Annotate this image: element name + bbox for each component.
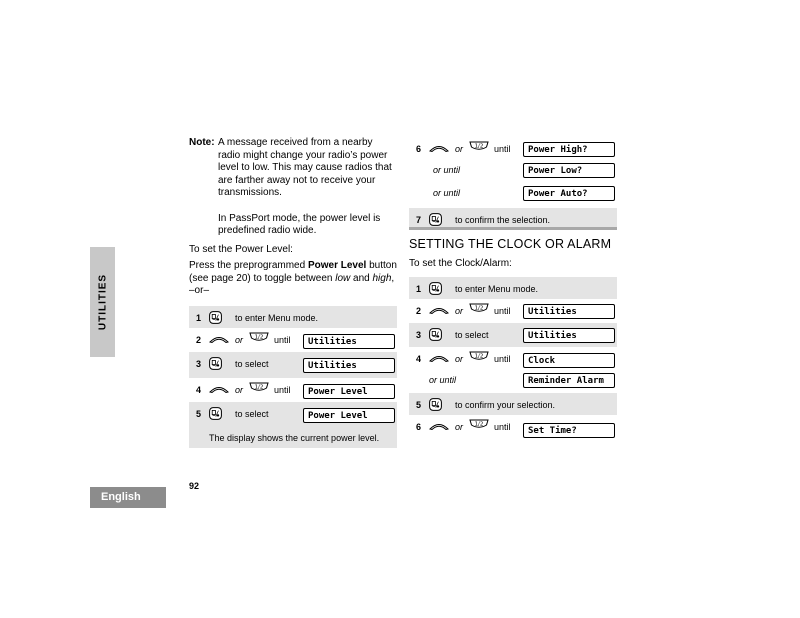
lcd-display: Power High? bbox=[523, 142, 615, 157]
lcd-display: Power Auto? bbox=[523, 186, 615, 201]
up-scroll-key-icon bbox=[209, 383, 229, 394]
clock-intro: To set the Clock/Alarm: bbox=[409, 258, 512, 269]
list-item: 2 or until Utilities bbox=[189, 328, 397, 352]
lcd-display: Set Time? bbox=[523, 423, 615, 438]
down-scroll-key-icon bbox=[469, 351, 489, 361]
page-number: 92 bbox=[189, 481, 200, 491]
menu-select-button-icon bbox=[209, 311, 222, 324]
list-item: 6 or until Set Time? bbox=[409, 415, 617, 441]
clock-steps bbox=[409, 277, 617, 441]
lcd-display: Clock bbox=[523, 353, 615, 368]
list-item: 1 to enter Menu mode. bbox=[409, 277, 617, 299]
list-item: or until Reminder Alarm bbox=[409, 370, 617, 391]
down-scroll-key-icon bbox=[469, 141, 489, 151]
menu-select-button-icon bbox=[209, 407, 222, 420]
list-item: 3 to select Utilities bbox=[409, 323, 617, 347]
lcd-display: Power Low? bbox=[523, 163, 615, 178]
up-scroll-key-icon bbox=[429, 142, 449, 153]
menu-select-button-icon bbox=[429, 282, 442, 295]
list-item: 7 to confirm the selection. bbox=[409, 208, 617, 230]
list-item: 3 to select Utilities bbox=[189, 352, 397, 378]
list-item: 2 or until Utilities bbox=[409, 299, 617, 323]
list-item: or until Power Low? bbox=[409, 160, 617, 183]
list-item: or until Power Auto? bbox=[409, 183, 617, 206]
note-label: Note: bbox=[189, 137, 215, 148]
up-scroll-key-icon bbox=[429, 352, 449, 363]
lcd-display: Power Level bbox=[303, 408, 395, 423]
note-paragraph-2: In PassPort mode, the power level is predefined radio wide. bbox=[218, 212, 381, 236]
lcd-display: Utilities bbox=[523, 328, 615, 343]
lcd-display: Power Level bbox=[303, 384, 395, 399]
menu-select-button-icon bbox=[209, 357, 222, 370]
down-scroll-key-icon bbox=[249, 332, 269, 342]
up-scroll-key-icon bbox=[209, 333, 229, 344]
down-scroll-key-icon bbox=[469, 303, 489, 313]
power-steps bbox=[189, 306, 397, 448]
list-item: 1 to enter Menu mode. bbox=[189, 306, 397, 328]
up-scroll-key-icon bbox=[429, 304, 449, 315]
section-heading: SETTING THE CLOCK OR ALARM bbox=[409, 237, 612, 251]
list-item: 5 to confirm your selection. bbox=[409, 393, 617, 415]
note-paragraph-1: A message received from a nearby radio might change your radio’s power level to low. This may cause radios that are farther away not to receive your transmissions. bbox=[218, 137, 392, 198]
lcd-display: Utilities bbox=[523, 304, 615, 319]
lcd-display: Utilities bbox=[303, 334, 395, 349]
language-label: English bbox=[90, 487, 166, 508]
down-scroll-key-icon bbox=[249, 382, 269, 392]
menu-select-button-icon bbox=[429, 398, 442, 411]
power-press-instructions: Press the preprogrammed Power Level button (see page 20) to toggle between low and high, –or– bbox=[189, 260, 397, 296]
lcd-display: Utilities bbox=[303, 358, 395, 373]
list-item: 5 to select Power Level The display shows the current power level. bbox=[189, 402, 397, 448]
list-item: 6 or until Power High? bbox=[409, 137, 617, 160]
menu-select-button-icon bbox=[429, 213, 442, 226]
list-item: 4 or until Power Level bbox=[189, 378, 397, 402]
step-note: The display shows the current power level. bbox=[209, 433, 380, 443]
up-scroll-key-icon bbox=[429, 420, 449, 431]
list-item: 4 or until Clock bbox=[409, 347, 617, 370]
down-scroll-key-icon bbox=[469, 419, 489, 429]
side-tab-utilities: UTILITIES bbox=[90, 247, 115, 357]
note-block bbox=[189, 137, 399, 238]
power-intro: To set the Power Level: bbox=[189, 244, 293, 255]
lcd-display: Reminder Alarm bbox=[523, 373, 615, 388]
menu-select-button-icon bbox=[429, 328, 442, 341]
power-steps-continued bbox=[409, 137, 617, 230]
section-divider bbox=[409, 227, 617, 230]
